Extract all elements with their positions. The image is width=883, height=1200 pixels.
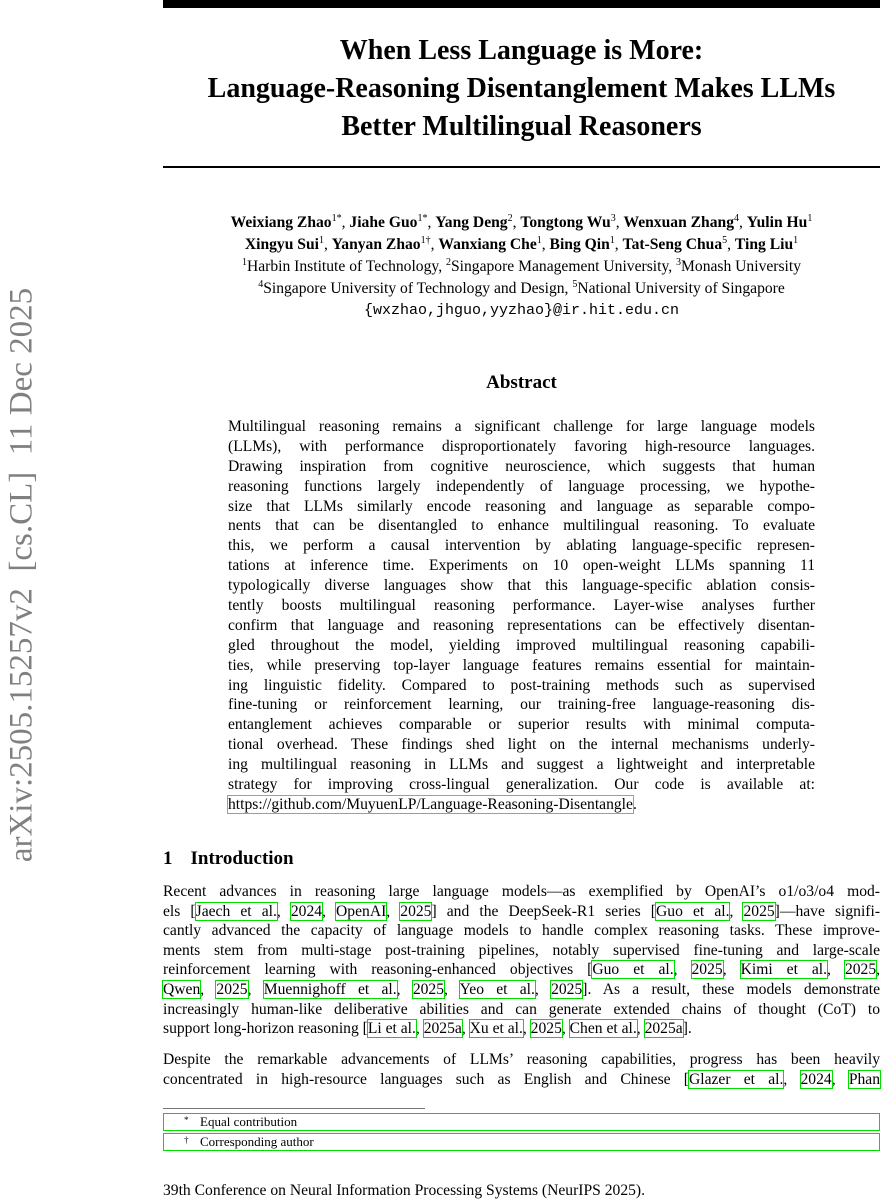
text-segment: ,	[729, 902, 744, 920]
arxiv-watermark: arXiv:2505.15257v2 [cs.CL] 11 Dec 2025	[3, 287, 40, 863]
text-segment: support long-horizon reasoning [	[163, 1020, 368, 1038]
author-affiliation-mark: 4	[734, 212, 739, 224]
text-segment: ]—have signifi-	[774, 902, 881, 920]
separator: ,	[614, 236, 623, 253]
text-line: gled throughout the model, yielding improved multilingual reasoning capabili-	[228, 636, 815, 654]
text-segment: ,	[636, 1020, 645, 1038]
footnote-text: Equal contribution	[200, 1114, 298, 1129]
text-segment: ,	[247, 980, 264, 998]
citation-link[interactable]: 2025a	[423, 1020, 462, 1038]
text-segment: ].	[682, 1020, 692, 1038]
affiliation-number: 4	[258, 278, 264, 290]
title-line: When Less Language is More:	[339, 35, 704, 66]
text-segment: ,	[396, 980, 413, 998]
author-name: Ting Liu	[734, 236, 794, 253]
text-segment: ,	[200, 980, 217, 998]
citation-link[interactable]: Qwen	[163, 980, 201, 998]
conference-note: 39th Conference on Neural Information Processing Systems (NeurIPS 2025).	[163, 1182, 646, 1199]
separator: ,	[727, 236, 735, 253]
author-name: Wenxuan Zhang	[623, 214, 734, 231]
text-segment: ,	[561, 1020, 570, 1038]
affiliation-line	[163, 278, 880, 300]
text-line: tional overhead. These findings shed light on the internal mechanisms underly-	[228, 736, 815, 754]
title-bottom-rule	[163, 166, 880, 168]
affiliation-name: Harbin Institute of Technology	[246, 258, 439, 275]
text-segment: ,	[444, 980, 460, 998]
author-block	[163, 212, 880, 322]
citation-link[interactable]: Kimi et al.	[740, 961, 828, 979]
citation-link[interactable]: Li et al.	[367, 1020, 416, 1038]
text-line	[163, 960, 880, 980]
citation-link[interactable]: 2025	[216, 980, 248, 998]
separator: ,	[615, 214, 624, 231]
text-segment: ,	[415, 1020, 424, 1038]
separator: ,	[564, 280, 573, 297]
text-segment: ] and the DeepSeek-R1 series [	[431, 902, 657, 920]
affiliation-number: 3	[676, 256, 682, 268]
text-segment: ,	[534, 980, 552, 998]
section-number: 1	[163, 848, 173, 869]
text-line: entanglement achieves comparable or superior results with minimal computa-	[228, 716, 815, 734]
author-name: Xingyu Sui	[244, 236, 319, 253]
author-affiliation-mark: 1	[793, 234, 799, 246]
citation-link[interactable]: Guo et al.	[592, 961, 674, 979]
citation-link[interactable]: 2025	[412, 980, 444, 998]
citation-link[interactable]: 2025a	[644, 1020, 683, 1038]
title-line: Better Multilingual Reasoners	[341, 111, 702, 142]
text-line: ties, while preserving top-layer language features remains essential for maintain-	[228, 656, 815, 674]
text-segment: ,	[831, 1070, 849, 1088]
text-segment: ,	[461, 1020, 470, 1038]
text-segment: ,	[386, 902, 401, 920]
author-email: {wxzhao,jhguo,yyzhao}@ir.hit.edu.cn	[363, 302, 680, 319]
title-line: Language-Reasoning Disentanglement Makes LLMs	[207, 73, 836, 104]
text-line: reasoning functions largely independently of language processing, we hypothe-	[228, 477, 815, 495]
citation-link[interactable]: 2025	[743, 902, 775, 920]
text-segment: ,	[522, 1020, 531, 1038]
text-line	[163, 1019, 880, 1039]
text-segment: ,	[673, 961, 692, 979]
author-affiliation-mark: 1	[609, 234, 615, 246]
citation-link[interactable]: Guo et al.	[656, 902, 730, 920]
text-segment: els [	[163, 902, 196, 920]
text-line: ing linguistic fidelity. Compared to post-training methods such as supervised	[228, 676, 815, 694]
author-affiliation-mark: 1	[318, 234, 324, 246]
author-line	[163, 212, 880, 234]
footnote-rule	[163, 1108, 425, 1109]
footnote-text: Corresponding author	[200, 1134, 314, 1149]
intro-paragraph	[163, 882, 880, 1039]
author-name: Weixiang Zhao	[230, 214, 332, 231]
affiliation-name: Singapore University of Technology and Design	[263, 280, 565, 297]
citation-link[interactable]: 2024	[290, 902, 323, 920]
text-line	[228, 795, 815, 815]
author-name: Tat-Seng Chua	[622, 236, 723, 253]
text-line: strategy for improving cross-lingual generalization. Our code is available at:	[228, 776, 815, 794]
author-name: Bing Qin	[549, 236, 610, 253]
affiliation-name: Monash University	[681, 258, 802, 275]
text-line: Multilingual reasoning remains a significant challenge for large language models	[228, 418, 815, 435]
affiliation-line	[163, 256, 880, 278]
separator: ,	[541, 236, 550, 253]
intro-paragraph	[163, 1050, 880, 1089]
author-name: Tongtong Wu	[520, 214, 611, 231]
footnote-mark: †	[184, 1135, 189, 1145]
text-segment: ,	[783, 1070, 801, 1088]
text-segment: ,	[827, 961, 845, 979]
text-line: typologically diverse languages show that this language-specific ablation consis-	[228, 577, 815, 595]
citation-link[interactable]: Jaech et al.	[195, 902, 277, 920]
separator: ,	[438, 258, 446, 275]
citation-link[interactable]: Phan	[848, 1070, 880, 1088]
separator: ,	[430, 236, 439, 253]
citation-link[interactable]: 2025	[551, 980, 583, 998]
affiliation-number: 2	[445, 256, 451, 268]
citation-link[interactable]: Glazer et al.	[688, 1070, 784, 1088]
citation-link[interactable]: Xu et al.	[469, 1020, 523, 1038]
citation-link[interactable]: OpenAI	[336, 902, 387, 920]
abstract-body	[228, 417, 815, 815]
section-heading	[163, 848, 294, 870]
citation-link[interactable]: 2024	[800, 1070, 832, 1088]
author-name: Yulin Hu	[746, 214, 808, 231]
text-segment: ,	[876, 961, 881, 979]
paper-title	[163, 32, 880, 146]
author-line	[163, 234, 880, 256]
separator: ,	[341, 214, 350, 231]
citation-link[interactable]: Muennighoff et al.	[263, 980, 397, 998]
text-line: tently boosts multilingual reasoning performance. Layer-wise analyses further	[228, 597, 815, 615]
separator: ,	[512, 214, 521, 231]
affiliation-name: National University of Singapore	[577, 280, 785, 297]
author-affiliation-mark: 5	[722, 234, 728, 246]
text-line: Recent advances in reasoning large language models—as exemplified by OpenAI’s o1/o3/o4 mod-	[163, 883, 880, 900]
separator: ,	[323, 236, 332, 253]
citation-link[interactable]: 2025	[691, 961, 723, 979]
separator: ,	[739, 214, 747, 231]
text-line: ments stem from multi-stage post-training pipelines, notably supervised fine-tuning and large-scale	[163, 941, 880, 959]
text-line: Despite the remarkable advancements of LLMs’ reasoning capabilities, progress has been heavily	[163, 1051, 880, 1068]
citation-link[interactable]: 2025	[400, 902, 432, 920]
text-line	[163, 980, 880, 1000]
author-name: Yang Deng	[435, 214, 508, 231]
url-link[interactable]: https://github.com/MuyuenLP/Language-Reasoning-Disentangle	[228, 795, 633, 813]
author-affiliation-mark: 2	[507, 212, 513, 224]
text-line: size that LLMs similarly encode reasoning and language as separable compo-	[228, 497, 815, 515]
text-segment: ]. As a result, these models demonstrate	[582, 980, 881, 998]
author-affiliation-mark: 3	[610, 212, 616, 224]
author-name: Wanxiang Che	[438, 236, 537, 253]
text-line: tations at inference time. Experiments on 10 open-weight LLMs spanning 11	[228, 557, 815, 575]
text-line: increasingly human-like deliberative abilities and can generate extended chains of thought (CoT) to	[163, 1000, 880, 1018]
affiliation-number: 1	[241, 256, 247, 268]
text-line: this, we perform a causal intervention by ablating language-specific represen-	[228, 537, 815, 555]
text-line	[163, 1070, 880, 1090]
citation-link[interactable]: 2025	[844, 961, 877, 979]
text-segment: reinforcement learning with reasoning-enhanced objectives [	[163, 961, 593, 979]
separator: ,	[668, 258, 677, 275]
author-name: Jiahe Guo	[349, 214, 418, 231]
footnote[interactable]	[163, 1113, 880, 1131]
text-line: cantly advanced the capacity of language models to handle complex reasoning tasks. These improve-	[163, 922, 880, 940]
text-line: nents that can be disentangled to enhance multilingual reasoning. To evaluate	[228, 517, 815, 535]
author-affiliation-mark: 1	[807, 212, 813, 224]
author-affiliation-mark: 1	[536, 234, 542, 246]
text-line: (LLMs), with performance disproportionately favoring high-resource languages.	[228, 437, 815, 455]
affiliation-name: Singapore Management University	[450, 258, 669, 275]
author-affiliation-mark: 1*	[417, 212, 428, 224]
affiliation-number: 5	[572, 278, 578, 290]
text-segment: ,	[276, 902, 291, 920]
text-line: fine-tuning or reinforcement learning, our training-free language-reasoning dis-	[228, 696, 815, 714]
author-name: Yanyan Zhao	[331, 236, 421, 253]
text-line: Drawing inspiration from cognitive neuroscience, which suggests that human	[228, 457, 815, 475]
citation-link[interactable]: Chen et al.	[569, 1020, 637, 1038]
title-top-bar	[163, 0, 880, 8]
section-title: Introduction	[190, 848, 294, 869]
author-affiliation-mark: 1*	[331, 212, 342, 224]
text-segment: ,	[722, 961, 741, 979]
author-affiliation-mark: 1†	[420, 234, 431, 246]
text-segment: ,	[322, 902, 337, 920]
text-line: ing multilingual reasoning in LLMs and suggest a lightweight and interpretable	[228, 756, 815, 774]
text-segment: concentrated in high-resource languages such as English and Chinese [	[163, 1070, 689, 1088]
citation-link[interactable]: 2025	[530, 1020, 562, 1038]
text-segment: .	[632, 795, 637, 813]
footnote[interactable]	[163, 1133, 880, 1151]
separator: ,	[427, 214, 436, 231]
abstract-heading: Abstract	[486, 372, 557, 393]
footnote-mark: *	[184, 1115, 189, 1125]
citation-link[interactable]: Yeo et al.	[459, 980, 535, 998]
text-line	[163, 902, 880, 922]
text-line: confirm that language and reasoning representations can be effectively disentan-	[228, 616, 815, 634]
